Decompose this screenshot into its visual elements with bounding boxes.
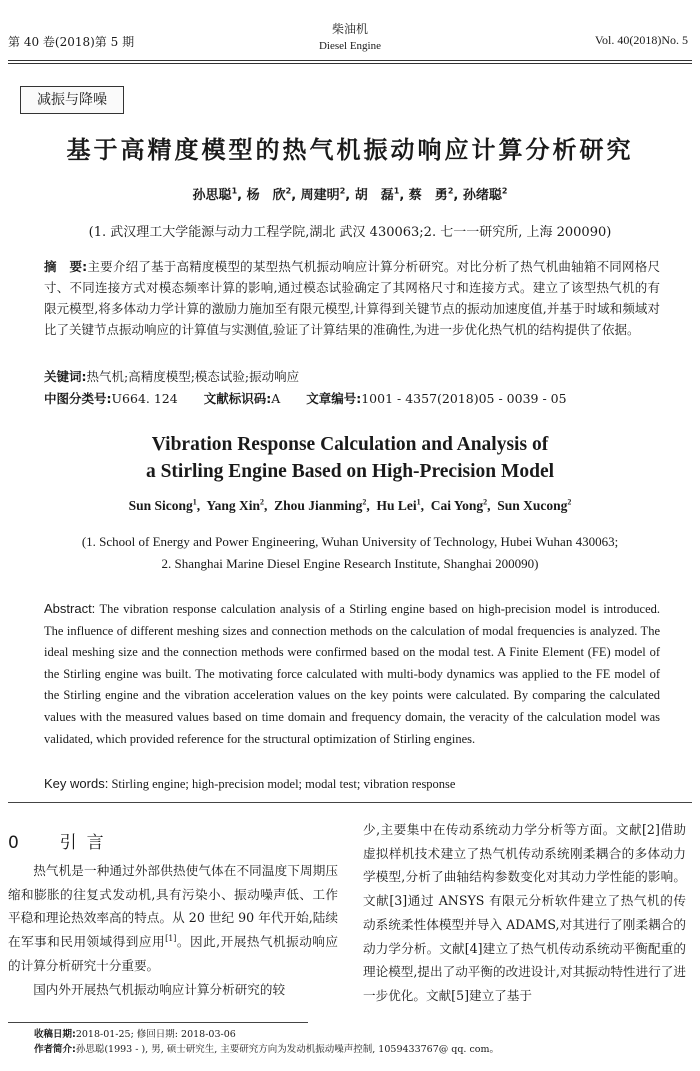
abstract-label-en: Abstract: [44,601,96,616]
body-paragraph: 国内外开展热气机振动响应计算分析研究的较 [33,981,286,997]
author-name: 杨 欣 [246,188,286,203]
affiliation-en-line1: (1. School of Energy and Power Engineering, Wuhan University of Technology, Hubei Wuhan 430063; [81,534,619,549]
author-list-zh: 孙思聪$^1$, 杨 欣$^2$, 周建明$^2$, 胡 磊$^1$, 蔡 勇$^2$, 孙绪聪$^2$ [192,186,508,203]
classification-line [44,389,567,409]
author-name-en: Sun Xucong [497,498,568,513]
citation-ref: [1] [165,933,177,943]
paper-title-en [0,431,700,485]
body-text: 。因此,开展热气机振动响应的计算分析研究十分重要。 [8,934,338,973]
article-number-value: 1001 - 4357(2018)05 - 0039 - 05 [361,391,567,406]
author-name: 孙绪聪 [462,188,502,203]
article-number-label: 文章编号: [306,391,362,406]
keywords-en [44,774,455,794]
author-affiliation-mark: 1 [192,497,197,507]
keywords-text-zh: 热气机;高精度模型;模态试验;振动响应 [86,369,300,384]
footnote-rule [8,1022,308,1023]
clc-value: U664. 124 [111,391,178,406]
author-name-en: Yang Xin [206,498,261,513]
affiliation-en-line2: 2. Shanghai Marine Diesel Engine Research Institute, Shanghai 200090) [161,556,539,571]
running-header-volume-en: Vol. 40(2018)No. 5 [594,33,688,47]
body-paragraph [8,859,338,978]
author-list-en: Sun Sicong$^1$, Yang Xin$^2$, Zhou Jianming$^2$, Hu Lei$^1$, Cai Yong$^2$, Sun Xucong$^2$ [128,497,572,513]
footnote-author-label: 作者简介: [34,1044,76,1055]
author-affiliation-mark: 1 [231,186,238,196]
keywords-text-en: Stirling engine; high-precision model; modal test; vibration response [111,777,456,791]
abstract-text-en: The vibration response calculation analysis of a Stirling engine based on high-precision model is introduced. The influence of different meshing sizes and connection methods on the calculation of modal frequencies is analyzed. The ideal meshing size and the connection methods were confirmed based on the modal test. A Finite Element (FE) model of the Stirling engine was built. The motivating force calculated with multi-body dynamics was applied to the FE model of the Stirling engine and the vibration acceleration values on the key points were calculated. By comparing the calculated values with the measured values based on time domain and frequency domain, the veracity of the calculation model was validated, which provided reference for the structural optimization of Stirling engines. [44,602,660,746]
footnote-dates-label: 收稿日期: [34,1029,76,1040]
author-affiliation-mark: 2 [501,186,508,196]
author-affiliation-mark: 2 [260,497,265,507]
section-heading-introduction [8,828,114,853]
author-affiliation-mark: 2 [362,497,367,507]
author-name-en: Sun Sicong [128,498,193,513]
keywords-zh [44,367,299,387]
body-paragraph: 少,主要集中在传动系统动力学分析等方面。文献[2]借助虚拟样机技术建立了热气机传动系统刚柔耦合的多体动力学模型,分析了曲轴结构参数变化对其动力学性能的影响。文献[3]通过 ANSYS 有限元分析软件建立了热气机的传动系统柔性体模型并导入 ADAMS,对其进行了刚柔耦合的动力学分析。文献[4]建立了热气机传动系统动平衡配重的理论模型,提出了动平衡的改进设计,对其振动特性进行了进一步优化。文献[5]建立了基于 [363,822,686,1003]
section-category-tag: 减振与降噪 [20,86,124,114]
body-column-right [363,818,686,1008]
author-name: 蔡 勇 [408,188,448,203]
body-text: 热气机是一种通过外部供热使气体在不同温度下周期压缩和膨胀的往复式发动机,具有污染小、振动噪声低、工作平稳和理论热效率高的特点。从 20 世纪 90 年代开始,陆续在军事和民用领域得到应用 [8,863,338,950]
author-name: 胡 磊 [354,188,394,203]
paper-title-zh: 基于高精度模型的热气机振动响应计算分析研究 [66,136,634,164]
abstract-en [44,598,660,750]
journal-name-en: Diesel Engine [318,40,381,52]
header-rule-top [8,60,692,61]
author-affiliation-mark: 2 [567,497,572,507]
affiliation-en [30,531,670,575]
header-rule-bottom [8,63,692,64]
keywords-label-en: Key words: [44,776,109,791]
author-name: 周建明 [300,188,340,203]
keywords-label-zh: 关键词: [44,369,87,384]
author-name-en: Cai Yong [430,498,484,513]
author-name: 孙思聪 [192,188,232,203]
abstract-divider [8,802,692,803]
running-header-volume: 第 40 卷(2018)第 5 期 [8,35,135,49]
body-column-left [8,859,338,1001]
abstract-text-zh: 主要介绍了基于高精度模型的某型热气机振动响应计算分析研究。对比分析了热气机曲轴箱不同网格尺寸、不同连接方式对模态频率计算的影响,通过模态试验确定了其网格尺寸和连接方式。建立了该型热气机的有限元模型,将多体动力学计算的激励力施加至有限元模型,计算得到关键节点的振动加速度值,并基于时域和频域对比了关键节点振动响应的计算值与实测值,验证了计算结果的准确性,为进一步优化热气机的结构提供了依据。 [44,259,660,337]
author-affiliation-mark: 1 [393,186,400,196]
doc-code-value: A [271,391,281,406]
abstract-label-zh: 摘 要: [44,259,88,274]
author-affiliation-mark: 2 [339,186,346,196]
author-affiliation-mark: 2 [483,497,488,507]
title-en-line2: a Stirling Engine Based on High-Precision Model [145,461,555,482]
footnote [34,1027,499,1057]
footnote-author [34,1042,499,1057]
footnote-author-text: 孙思聪(1993 - ), 男, 硕士研究生, 主要研究方向为发动机振动噪声控制, 1059433767@ qq. com。 [75,1044,500,1055]
section-number: 0 [8,833,29,853]
author-affiliation-mark: 1 [416,497,421,507]
author-affiliation-mark: 2 [447,186,454,196]
clc-label: 中图分类号: [44,391,112,406]
author-name-en: Zhou Jianming [274,498,363,513]
abstract-zh [44,256,660,340]
affiliation-zh: (1. 武汉理工大学能源与动力工程学院,湖北 武汉 430063;2. 七一一研究所, 上海 200090) [88,225,612,240]
footnote-dates-text: 2018-01-25; 修回日期: 2018-03-06 [75,1029,236,1040]
journal-name-zh: 柴油机 [331,22,368,36]
title-en-line1: Vibration Response Calculation and Analysis of [151,434,549,455]
author-affiliation-mark: 2 [285,186,292,196]
author-name-en: Hu Lei [376,498,417,513]
footnote-dates [34,1027,499,1042]
section-title: 引言 [59,833,114,853]
doc-code-label: 文献标识码: [203,391,272,406]
